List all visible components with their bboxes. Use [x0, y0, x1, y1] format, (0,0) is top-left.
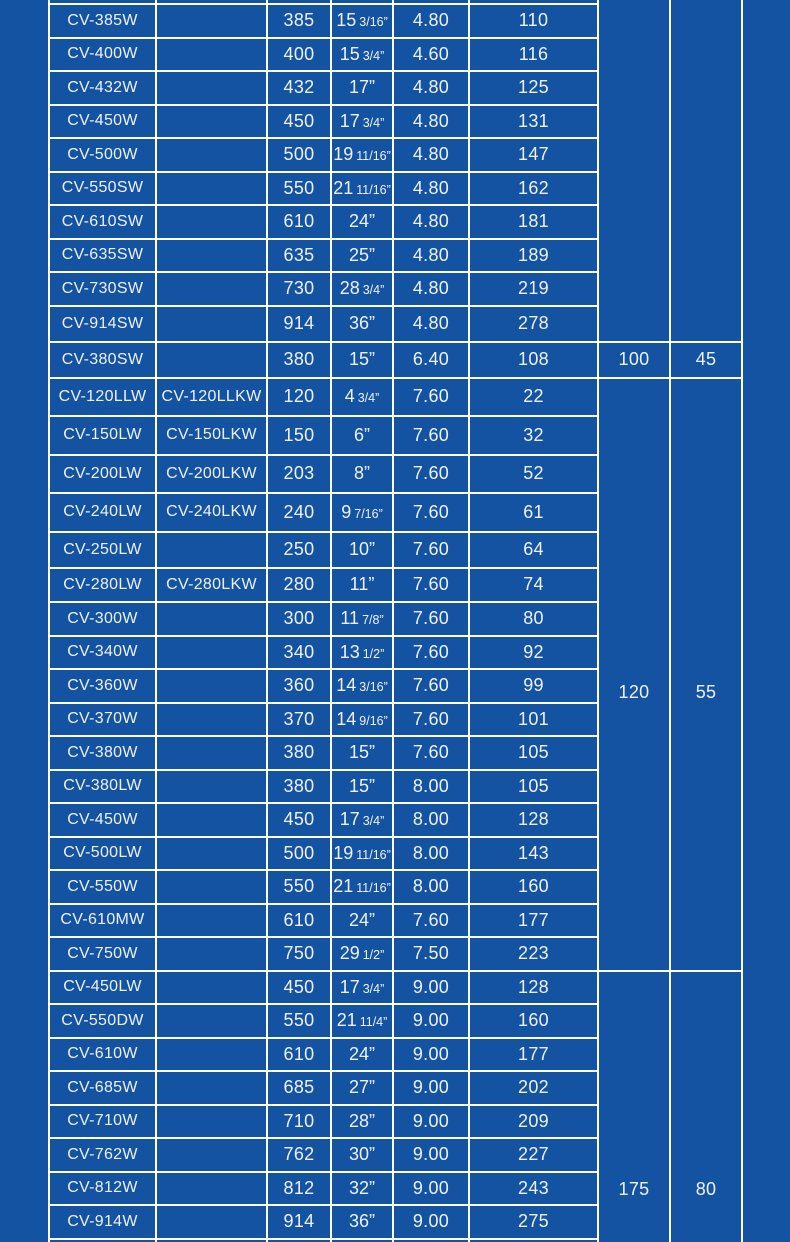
model-alt-cell	[156, 636, 267, 670]
size-inch-cell	[331, 1105, 393, 1139]
size-inch-cell	[331, 1138, 393, 1172]
inch-value: 32”	[348, 1177, 375, 1198]
value-b-cell: 61	[469, 493, 598, 532]
model-alt-cell	[156, 105, 267, 139]
size-inch-cell	[331, 138, 393, 172]
inch-fraction: 3/4”	[357, 391, 380, 406]
model-alt-cell	[156, 1105, 267, 1139]
value-a-cell: 7.60	[393, 602, 469, 636]
model-cell: CV-400W	[49, 38, 156, 72]
inch-value: 6”	[353, 424, 370, 445]
model-cell: CV-730SW	[49, 272, 156, 306]
model-alt-cell	[156, 602, 267, 636]
size-mm-cell: 450	[267, 971, 331, 1005]
value-a-cell: 9.00	[393, 1038, 469, 1072]
size-mm-cell: 812	[267, 1172, 331, 1206]
model-cell: CV-150LW	[49, 416, 156, 455]
value-b-cell: 64	[469, 532, 598, 568]
inch-fraction: 11/16”	[356, 182, 391, 197]
value-a-cell: 4.60	[393, 38, 469, 72]
model-alt-cell	[156, 272, 267, 306]
model-cell: CV-120LLW	[49, 378, 156, 417]
value-b-cell: 52	[469, 455, 598, 494]
size-inch-cell	[331, 1004, 393, 1038]
value-a-cell: 7.60	[393, 703, 469, 737]
model-alt-cell	[156, 205, 267, 239]
model-cell: CV-550W	[49, 870, 156, 904]
size-inch-cell	[331, 342, 393, 378]
inch-value: 36”	[348, 313, 375, 333]
model-cell: CV-610MW	[49, 904, 156, 938]
value-b-cell: 74	[469, 568, 598, 603]
value-a-cell: 7.60	[393, 736, 469, 770]
inch-value: 24”	[348, 909, 375, 930]
model-alt-cell	[156, 669, 267, 703]
size-inch-cell	[331, 1172, 393, 1206]
value-b-cell: 110	[469, 4, 598, 38]
size-mm-cell: 610	[267, 904, 331, 938]
model-cell: CV-685W	[49, 1071, 156, 1105]
group-col-a-cell	[598, 0, 670, 342]
size-mm-cell: 450	[267, 105, 331, 139]
value-a-cell: 7.60	[393, 636, 469, 670]
size-mm-cell: 685	[267, 1071, 331, 1105]
inch-fraction: 9/16”	[359, 713, 388, 728]
model-cell: CV-380SW	[49, 342, 156, 378]
model-alt-cell	[156, 1004, 267, 1038]
model-alt-cell	[156, 38, 267, 72]
value-b-cell: 209	[469, 1105, 598, 1139]
value-a-cell: 6.40	[393, 342, 469, 378]
value-a-cell: 7.60	[393, 378, 469, 417]
size-inch-cell	[331, 770, 393, 804]
size-mm-cell: 380	[267, 736, 331, 770]
size-mm-cell: 730	[267, 272, 331, 306]
value-a-cell: 9.00	[393, 1071, 469, 1105]
value-b-cell: 108	[469, 342, 598, 378]
group-col-b-cell	[670, 0, 742, 342]
inch-fraction: 11/4”	[359, 1015, 388, 1030]
inch-value: 15	[336, 10, 357, 31]
value-a-cell: 8.00	[393, 770, 469, 804]
size-mm-cell: 400	[267, 38, 331, 72]
sliver-cell	[469, 1239, 598, 1242]
inch-value: 21	[333, 876, 354, 897]
model-alt-cell	[156, 532, 267, 568]
model-alt-cell	[156, 803, 267, 837]
value-b-cell: 128	[469, 803, 598, 837]
size-mm-cell: 300	[267, 602, 331, 636]
model-cell: CV-762W	[49, 1138, 156, 1172]
size-mm-cell: 710	[267, 1105, 331, 1139]
inch-value: 21	[336, 1010, 357, 1031]
inch-value: 36”	[348, 1211, 375, 1232]
model-alt-cell	[156, 4, 267, 38]
size-inch-cell	[331, 306, 393, 342]
size-inch-cell	[331, 703, 393, 737]
model-cell: CV-240LW	[49, 493, 156, 532]
inch-value: 14	[336, 675, 357, 696]
size-inch-cell	[331, 736, 393, 770]
model-cell: CV-360W	[49, 669, 156, 703]
size-inch-cell	[331, 669, 393, 703]
inch-fraction: 3/4”	[362, 115, 385, 130]
value-b-cell: 99	[469, 669, 598, 703]
model-cell: CV-200LW	[49, 455, 156, 494]
sliver-cell	[393, 1239, 469, 1242]
group-col-b-cell: 80	[670, 971, 742, 1242]
value-a-cell: 4.80	[393, 306, 469, 342]
spec-table-body	[49, 0, 742, 1242]
size-inch-cell	[331, 971, 393, 1005]
size-inch-cell	[331, 272, 393, 306]
value-b-cell: 125	[469, 71, 598, 105]
inch-value: 28	[339, 278, 360, 299]
inch-value: 15”	[348, 775, 375, 796]
model-alt-cell	[156, 736, 267, 770]
size-inch-cell	[331, 378, 393, 417]
model-cell: CV-710W	[49, 1105, 156, 1139]
size-inch-cell	[331, 803, 393, 837]
inch-value: 8”	[353, 463, 370, 484]
inch-value: 24”	[348, 211, 375, 232]
size-inch-cell	[331, 1038, 393, 1072]
value-b-cell: 219	[469, 272, 598, 306]
inch-fraction: 1/2”	[362, 948, 385, 963]
size-mm-cell: 150	[267, 416, 331, 455]
model-alt-cell: CV-240LKW	[156, 493, 267, 532]
inch-value: 17	[339, 809, 360, 830]
value-b-cell: 101	[469, 703, 598, 737]
value-a-cell: 4.80	[393, 4, 469, 38]
model-cell: CV-500W	[49, 138, 156, 172]
table-row	[49, 378, 742, 417]
value-a-cell: 4.80	[393, 105, 469, 139]
value-b-cell: 189	[469, 239, 598, 273]
model-alt-cell	[156, 837, 267, 871]
size-mm-cell: 360	[267, 669, 331, 703]
inch-fraction: 3/4”	[362, 283, 385, 298]
value-b-cell: 143	[469, 837, 598, 871]
inch-fraction: 11/16”	[356, 847, 391, 862]
size-inch-cell	[331, 38, 393, 72]
model-cell: CV-500LW	[49, 837, 156, 871]
inch-value: 29	[339, 943, 360, 964]
table-row	[49, 342, 742, 378]
inch-value: 17	[339, 110, 360, 131]
table-row	[49, 971, 742, 1005]
size-inch-cell	[331, 568, 393, 603]
size-inch-cell	[331, 904, 393, 938]
model-cell: CV-450LW	[49, 971, 156, 1005]
model-alt-cell	[156, 937, 267, 971]
value-a-cell: 4.80	[393, 71, 469, 105]
spec-table	[48, 0, 743, 1242]
inch-value: 15”	[348, 349, 375, 369]
value-a-cell: 7.60	[393, 532, 469, 568]
value-b-cell: 227	[469, 1138, 598, 1172]
inch-value: 11”	[349, 574, 375, 595]
model-cell: CV-450W	[49, 105, 156, 139]
inch-fraction: 1/2”	[362, 646, 385, 661]
model-cell: CV-300W	[49, 602, 156, 636]
inch-value: 17”	[348, 77, 375, 98]
value-a-cell: 8.00	[393, 837, 469, 871]
model-alt-cell	[156, 971, 267, 1005]
value-a-cell: 7.50	[393, 937, 469, 971]
size-mm-cell: 203	[267, 455, 331, 494]
size-mm-cell: 240	[267, 493, 331, 532]
size-mm-cell: 370	[267, 703, 331, 737]
model-cell: CV-385W	[49, 4, 156, 38]
model-cell: CV-610W	[49, 1038, 156, 1072]
value-a-cell: 4.80	[393, 239, 469, 273]
value-a-cell: 9.00	[393, 1138, 469, 1172]
size-inch-cell	[331, 239, 393, 273]
size-mm-cell: 250	[267, 532, 331, 568]
model-alt-cell	[156, 770, 267, 804]
value-a-cell: 9.00	[393, 1004, 469, 1038]
inch-value: 13	[339, 641, 360, 662]
model-alt-cell	[156, 870, 267, 904]
inch-value: 9	[341, 501, 352, 522]
value-a-cell: 9.00	[393, 1205, 469, 1239]
size-mm-cell: 340	[267, 636, 331, 670]
group-col-a-cell: 175	[598, 971, 670, 1242]
inch-fraction: 3/16”	[359, 680, 388, 695]
model-cell: CV-340W	[49, 636, 156, 670]
size-inch-cell	[331, 1071, 393, 1105]
model-cell: CV-635SW	[49, 239, 156, 273]
model-cell: CV-750W	[49, 937, 156, 971]
inch-value: 24”	[348, 1043, 375, 1064]
size-mm-cell: 635	[267, 239, 331, 273]
model-alt-cell: CV-200LKW	[156, 455, 267, 494]
model-cell: CV-432W	[49, 71, 156, 105]
inch-fraction: 7/16”	[354, 506, 383, 521]
model-cell: CV-450W	[49, 803, 156, 837]
value-b-cell: 116	[469, 38, 598, 72]
value-b-cell: 80	[469, 602, 598, 636]
model-alt-cell	[156, 71, 267, 105]
model-cell: CV-550SW	[49, 172, 156, 206]
size-inch-cell	[331, 602, 393, 636]
model-alt-cell	[156, 342, 267, 378]
size-mm-cell: 914	[267, 1205, 331, 1239]
model-cell: CV-550DW	[49, 1004, 156, 1038]
model-alt-cell	[156, 1205, 267, 1239]
value-b-cell: 147	[469, 138, 598, 172]
size-mm-cell: 120	[267, 378, 331, 417]
value-a-cell: 7.60	[393, 904, 469, 938]
value-a-cell: 8.00	[393, 870, 469, 904]
inch-value: 15”	[348, 742, 375, 763]
model-alt-cell	[156, 239, 267, 273]
value-b-cell: 22	[469, 378, 598, 417]
model-alt-cell	[156, 1138, 267, 1172]
size-inch-cell	[331, 937, 393, 971]
value-a-cell: 4.80	[393, 205, 469, 239]
inch-value: 30”	[348, 1144, 375, 1165]
size-inch-cell	[331, 71, 393, 105]
spec-table-container	[48, 0, 741, 1240]
size-mm-cell: 380	[267, 342, 331, 378]
inch-fraction: 11/16”	[356, 149, 391, 164]
size-inch-cell	[331, 416, 393, 455]
inch-value: 27”	[348, 1077, 375, 1098]
size-mm-cell: 610	[267, 205, 331, 239]
inch-fraction: 3/4”	[362, 48, 385, 63]
model-cell: CV-280LW	[49, 568, 156, 603]
size-mm-cell: 450	[267, 803, 331, 837]
size-inch-cell	[331, 837, 393, 871]
value-b-cell: 32	[469, 416, 598, 455]
group-col-b-cell: 55	[670, 378, 742, 971]
value-a-cell: 8.00	[393, 803, 469, 837]
size-inch-cell	[331, 636, 393, 670]
inch-value: 4	[344, 386, 355, 407]
sliver-cell	[49, 1239, 156, 1242]
value-b-cell: 202	[469, 1071, 598, 1105]
size-mm-cell: 432	[267, 71, 331, 105]
model-alt-cell	[156, 1071, 267, 1105]
size-mm-cell: 280	[267, 568, 331, 603]
model-alt-cell	[156, 904, 267, 938]
model-cell: CV-250LW	[49, 532, 156, 568]
value-b-cell: 131	[469, 105, 598, 139]
value-a-cell: 4.80	[393, 138, 469, 172]
value-b-cell: 160	[469, 1004, 598, 1038]
model-alt-cell: CV-280LKW	[156, 568, 267, 603]
size-mm-cell: 500	[267, 138, 331, 172]
value-a-cell: 7.60	[393, 416, 469, 455]
value-b-cell: 160	[469, 870, 598, 904]
value-a-cell: 4.80	[393, 172, 469, 206]
value-b-cell: 128	[469, 971, 598, 1005]
size-mm-cell: 610	[267, 1038, 331, 1072]
value-a-cell: 7.60	[393, 455, 469, 494]
group-col-b-cell: 45	[670, 342, 742, 378]
size-inch-cell	[331, 205, 393, 239]
inch-value: 28”	[348, 1110, 375, 1131]
model-cell: CV-380W	[49, 736, 156, 770]
size-mm-cell: 750	[267, 937, 331, 971]
group-col-a-cell: 120	[598, 378, 670, 971]
size-mm-cell: 762	[267, 1138, 331, 1172]
model-alt-cell	[156, 138, 267, 172]
model-alt-cell: CV-120LLKW	[156, 378, 267, 417]
value-a-cell: 4.80	[393, 272, 469, 306]
size-mm-cell: 380	[267, 770, 331, 804]
size-inch-cell	[331, 455, 393, 494]
value-a-cell: 9.00	[393, 1105, 469, 1139]
model-cell: CV-380LW	[49, 770, 156, 804]
inch-value: 19	[333, 144, 354, 165]
inch-value: 10”	[348, 539, 375, 559]
size-inch-cell	[331, 105, 393, 139]
value-b-cell: 105	[469, 770, 598, 804]
size-inch-cell	[331, 4, 393, 38]
size-inch-cell	[331, 1205, 393, 1239]
sliver-cell	[331, 1239, 393, 1242]
inch-value: 14	[336, 708, 357, 729]
value-b-cell: 177	[469, 904, 598, 938]
size-mm-cell: 550	[267, 870, 331, 904]
model-cell: CV-914SW	[49, 306, 156, 342]
size-inch-cell	[331, 870, 393, 904]
inch-fraction: 3/4”	[362, 981, 385, 996]
value-b-cell: 278	[469, 306, 598, 342]
model-alt-cell	[156, 172, 267, 206]
value-b-cell: 181	[469, 205, 598, 239]
model-alt-cell	[156, 306, 267, 342]
size-mm-cell: 385	[267, 4, 331, 38]
inch-value: 21	[333, 177, 354, 198]
model-alt-cell	[156, 1172, 267, 1206]
value-b-cell: 105	[469, 736, 598, 770]
inch-fraction: 7/8”	[362, 613, 384, 628]
size-mm-cell: 914	[267, 306, 331, 342]
value-b-cell: 275	[469, 1205, 598, 1239]
size-mm-cell: 550	[267, 1004, 331, 1038]
inch-fraction: 3/16”	[359, 15, 388, 30]
inch-value: 11	[340, 608, 360, 629]
model-cell: CV-812W	[49, 1172, 156, 1206]
model-cell: CV-914W	[49, 1205, 156, 1239]
inch-value: 15	[339, 43, 360, 64]
model-alt-cell	[156, 1038, 267, 1072]
value-b-cell: 223	[469, 937, 598, 971]
group-col-a-cell: 100	[598, 342, 670, 378]
value-b-cell: 92	[469, 636, 598, 670]
inch-fraction: 3/4”	[362, 814, 385, 829]
sliver-cell	[156, 1239, 267, 1242]
inch-value: 25”	[348, 244, 375, 265]
model-alt-cell	[156, 703, 267, 737]
value-b-cell: 177	[469, 1038, 598, 1072]
model-cell: CV-610SW	[49, 205, 156, 239]
size-inch-cell	[331, 532, 393, 568]
inch-value: 19	[333, 842, 354, 863]
size-mm-cell: 500	[267, 837, 331, 871]
value-b-cell: 243	[469, 1172, 598, 1206]
value-a-cell: 9.00	[393, 1172, 469, 1206]
model-cell: CV-370W	[49, 703, 156, 737]
value-a-cell: 7.60	[393, 568, 469, 603]
size-inch-cell	[331, 493, 393, 532]
value-a-cell: 7.60	[393, 669, 469, 703]
inch-value: 17	[339, 976, 360, 997]
sliver-cell	[267, 1239, 331, 1242]
value-a-cell: 7.60	[393, 493, 469, 532]
size-mm-cell: 550	[267, 172, 331, 206]
inch-fraction: 11/16”	[356, 881, 391, 896]
model-alt-cell: CV-150LKW	[156, 416, 267, 455]
value-a-cell: 9.00	[393, 971, 469, 1005]
value-b-cell: 162	[469, 172, 598, 206]
size-inch-cell	[331, 172, 393, 206]
